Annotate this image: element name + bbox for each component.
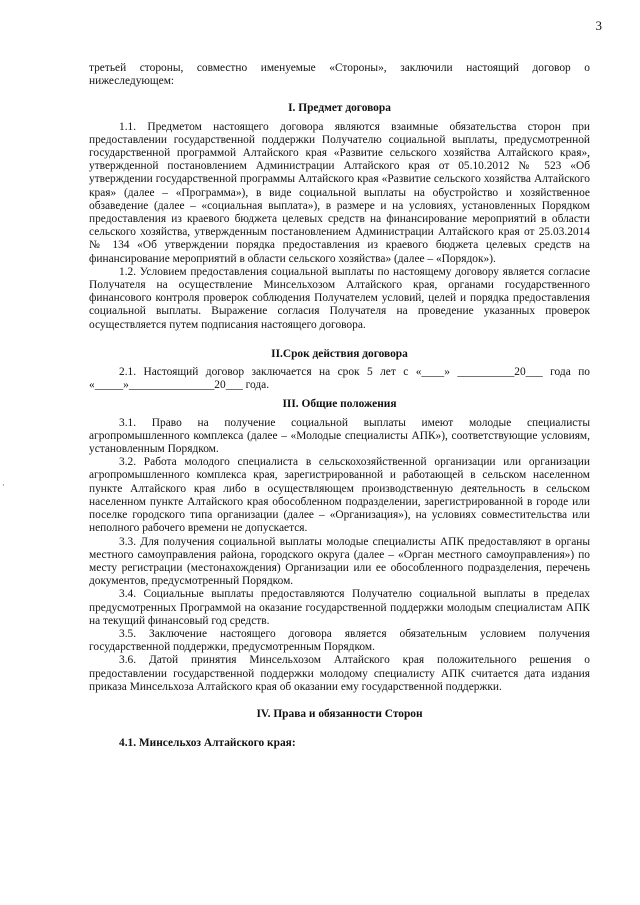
document-body — [89, 62, 590, 750]
paragraph-3-3: 3.3. Для получения социальной выплаты молодые специалисты АПК предоставляют в органы местного самоуправления района, городского округа (далее – «Орган местного самоуправления») по месту регистрации (местонахождения) Организации или ее обособленного подразделения, перечень документов, предусмотренный Порядком. — [89, 535, 590, 588]
section-2-title: II.Срок действия договора — [271, 347, 408, 360]
paragraph-1-2: 1.2. Условием предоставления социальной выплаты по настоящему договору является согласие Получателя на осуществление Минсельхозом Алтайского края, органами государственного финансового контроля проверок соблюдения Получателем условий, целей и порядка предоставления социальной выплаты. Выражение согласия Получателя на проведение указанных проверок осуществляется путем подписания настоящего договора. — [89, 265, 590, 331]
subsection-4-1-title: 4.1. Минсельхоз Алтайского края: — [119, 737, 296, 750]
section-1-title: I. Предмет договора — [288, 102, 391, 115]
page-number: 3 — [595, 18, 602, 33]
paragraph-3-5: 3.5. Заключение настоящего договора является обязательным условием получения государственной поддержки, предусмотренным Порядком. — [89, 627, 590, 654]
paragraph-3-1: 3.1. Право на получение социальной выплаты имеют молодые специалисты агропромышленного комплекса (далее – «Молодые специалисты АПК»), соответствующие условиям, установленным Порядком. — [89, 416, 590, 456]
section-4-title: IV. Права и обязанности Сторон — [256, 707, 423, 720]
paragraph-3-2: 3.2. Работа молодого специалиста в сельскохозяйственной организации или организации агропромышленного комплекса края, зарегистрированной и работающей в сельском населенном пункте Алтайского края либо в осуществляющем производственную деятельность в сельском населенном пункте Алтайского края обособленном подразделении, зарегистрированной в городе или поселке городского типа организации (далее – «Организация»), на условиях совместительства или неполного рабочего времени не допускается. — [89, 456, 590, 535]
paragraph-3-6: 3.6. Датой принятия Минсельхозом Алтайского края положительного решения о предоставлении государственной поддержки молодому специалисту АПК считается дата издания приказа Минсельхоза Алтайского края об оказании ему государственной поддержки. — [89, 654, 590, 693]
section-3-title: III. Общие положения — [282, 398, 397, 411]
paragraph-1-1: 1.1. Предметом настоящего договора являются взаимные обязательства сторон при предоставлении государственной поддержки Получателю социальной выплаты, предусмотренной государственной программой Алтайского края «Развитие сельского хозяйства Алтайского края», утвержденной постановлением Администрации Алтайского края от 05.10.2012 № 523 «Об утверждении государственной программы Алтайского края «Развитие сельского хозяйства Алтайского края» (далее – «Программа»), в виде социальной выплаты на обустройство и хозяйственное обзаведение (далее – «социальная выплата»), в размере и на условиях, установленных Порядком предоставления из краевого бюджета целевых средств на финансирование мероприятий в области сельского хозяйства, утвержденным постановлением Администрации Алтайского края от 25.03.2014 № 134 «Об утверждении порядка предоставления из краевого бюджета целевых средств на финансирование мероприятий в области сельского хозяйства» (далее – «Порядок»). — [89, 120, 590, 265]
paragraph-2-1: 2.1. Настоящий договор заключается на срок 5 лет с «____» __________20___ года по «_____»_______________20___ года. — [89, 366, 590, 392]
paragraph-3-4: 3.4. Социальные выплаты предоставляются Получателю социальной выплаты в пределах предусмотренных Программой на оказание государственной поддержки молодым специалистам АПК на текущий финансовый год средств. — [89, 588, 590, 627]
margin-mark: · — [2, 480, 5, 490]
intro-paragraph: третьей стороны, совместно именуемые «Стороны», заключили настоящий договор о нижеследующем: — [89, 62, 590, 88]
